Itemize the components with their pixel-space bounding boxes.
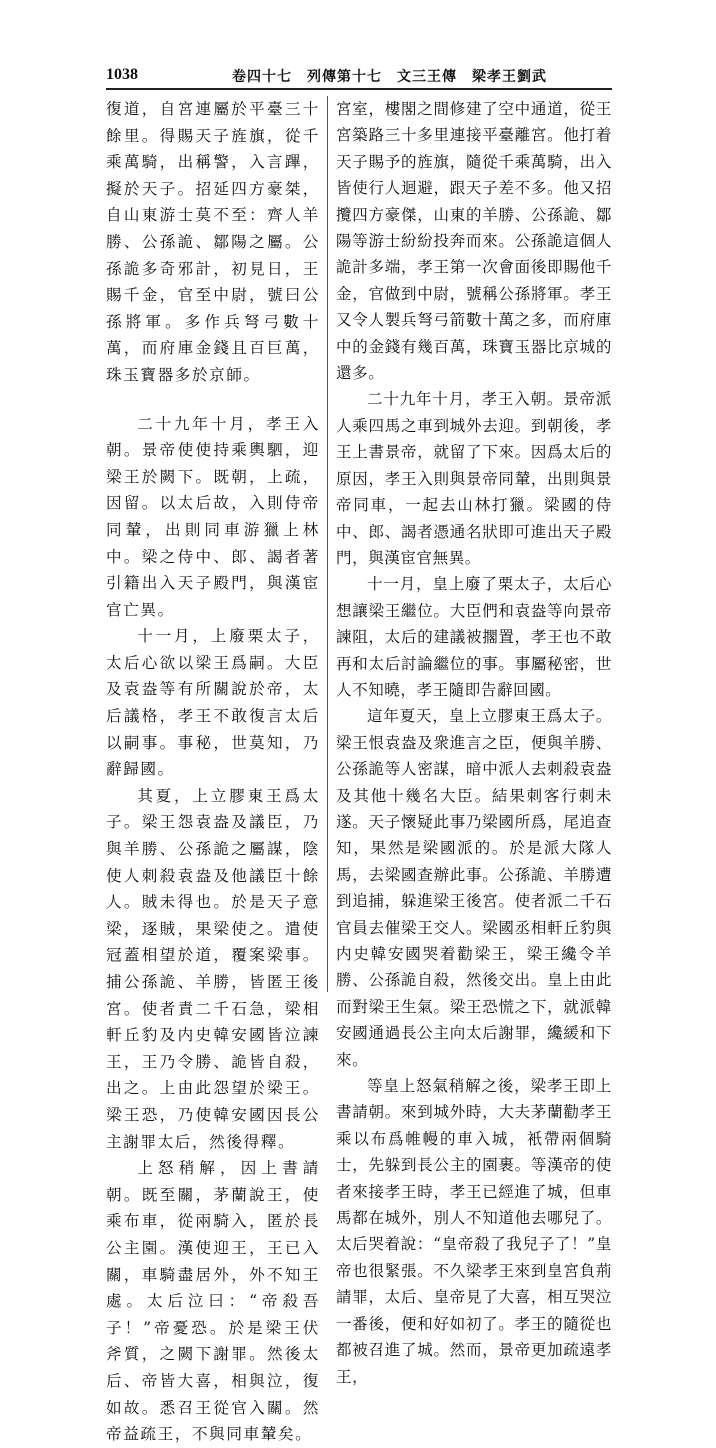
classical-paragraph: 十一月，上廢栗太子，太后心欲以梁王爲嗣。大臣及袁盎等有所關說於帝，太后議格，孝王不敢復言太后以嗣事。事秘，世莫知，乃辭歸國。	[106, 627, 320, 779]
translation-paragraph: 十一月，皇上廢了栗太子，太后心想讓梁王繼位。大臣們和袁盎等向景帝諫阻，太后的建議被擱置，孝王也不敢再和太后討論繼位的事。事屬秘密，世人不知曉，孝王隨即告辭回國。	[336, 575, 612, 699]
classical-paragraph: 二十九年十月，孝王入朝。景帝使使持乘輿駟，迎梁王於闕下。既朝，上疏，因留。以太后故，入則侍帝同輦，出則同車游獵上林中。梁之侍中、郎、謁者著引籍出入天子殿門，與漢宦官亡異。	[106, 414, 320, 619]
column-divider	[327, 96, 328, 992]
classical-paragraph: 上怒稍解，因上書請朝。既至關，茅蘭說王，使乘布車，從兩騎入，匿於長公主園。漢使迎王，王已入關，車騎盡居外，外不知王處。太后泣曰：“帝殺吾子！”帝憂恐。於是梁王伏斧質，之闕下謝罪。然後太后、帝皆大喜，相與泣，復如故。悉召王從官入關。然帝益疏王，不與同車輦矣。	[106, 1159, 320, 1444]
translation-paragraph: 等皇上怒氣稍解之後，梁孝王即上書請朝。來到城外時，大夫茅蘭勸孝王乘以布爲帷幔的車入城，衹帶兩個騎士，先躲到長公主的園裹。等漢帝的使者來接孝王時，孝王已經進了城，但車馬都在城外，別人不知道他去哪兒了。太后哭着說：“皇帝殺了我兒子了！”皇帝也很緊張。不久梁孝王來到皇宮負荊請罪，太后、皇帝見了大喜，相互哭泣一番後，便和好如初了。孝王的隨從也都被召進了城。然而，景帝更加疏遠孝王，	[336, 1077, 612, 1386]
translation-paragraph: 宮室，樓閣之間修建了空中通道，從王宮築路三十多里連接平臺離宮。他打着天子賜予的旌旗，隨從千乘萬騎，出入皆使行人迴避，跟天子差不多。他又招攬四方豪傑，山東的羊勝、公孫詭、鄒陽等游士紛紛投奔而來。公孫詭這個人詭計多端，孝王第一次會面後即賜他千金，官做到中尉，號稱公孫將軍。孝王又令人製兵弩弓箭數十萬之多，而府庫中的金錢有幾百萬，珠寶玉器比京城的還多。	[336, 100, 612, 383]
translation-paragraph: 二十九年十月，孝王入朝。景帝派人乘四馬之車到城外去迎。到朝後，孝王上書景帝，就留了下來。因爲太后的原因，孝王入則與景帝同輦，出則與景帝同車，一起去山林打獵。梁國的侍中、郎、謁者憑通名狀即可進出天子殿門，與漢宦官無異。	[336, 390, 612, 567]
translation-paragraph: 這年夏天，皇上立膠東王爲太子。梁王恨袁盎及衆進言之臣，便與羊勝、公孫詭等人密謀，暗中派人去刺殺袁盎及其他十幾名大臣。結果刺客行刺未遂。天子懷疑此事乃梁國所爲，尾追查知，果然是梁國派的。於是派大隊人馬，去梁國查辦此事。公孫詭、羊勝遭到追捕，躲進梁王後宮。使者派二千石官員去催梁王交人。梁國丞相軒丘豹與内史韓安國哭着勸梁王，梁王纔令羊勝、公孫詭自殺，然後交出。皇上由此而對梁王生氣。梁王恐慌之下，就派韓安國通過長公主向太后謝罪，纔緩和下來。	[336, 707, 612, 1069]
page-header	[0, 0, 716, 92]
classical-paragraph: 復道，自宮連屬於平臺三十餘里。得賜天子旌旗，從千乘萬騎，出稱警，入言蹕，擬於天子。招延四方豪桀，自山東游士莫不至：齊人羊勝、公孫詭、鄒陽之屬。公孫詭多奇邪計，初見日，王賜千金，官至中尉，號曰公孫將軍。多作兵弩弓數十萬，而府庫金錢且百巨萬，珠玉寶器多於京師。	[106, 100, 320, 384]
translation-text-column	[336, 96, 612, 1440]
page-number: 1038	[106, 66, 138, 83]
classical-paragraph: 其夏，上立膠東王爲太子。梁王怨袁盎及議臣，乃與羊勝、公孫詭之屬謀，陰使人刺殺袁盎及他議臣十餘人。賊未得也。於是天子意梁，逐賊，果梁使之。遣使冠蓋相望於道，覆案梁事。捕公孫詭、羊勝，皆匿王後宮。使者責二千石急，梁相軒丘豹及内史韓安國皆泣諫王，王乃令勝、詭皆自殺，出之。上由此怨望於梁王。梁王恐，乃使韓安國因長公主謝罪太后，然後得釋。	[106, 786, 320, 1151]
running-title: 卷四十七 列傳第十七 文三王傳 梁孝王劉武	[232, 69, 547, 85]
header-rule	[106, 88, 612, 90]
classical-text-column	[106, 96, 320, 1444]
